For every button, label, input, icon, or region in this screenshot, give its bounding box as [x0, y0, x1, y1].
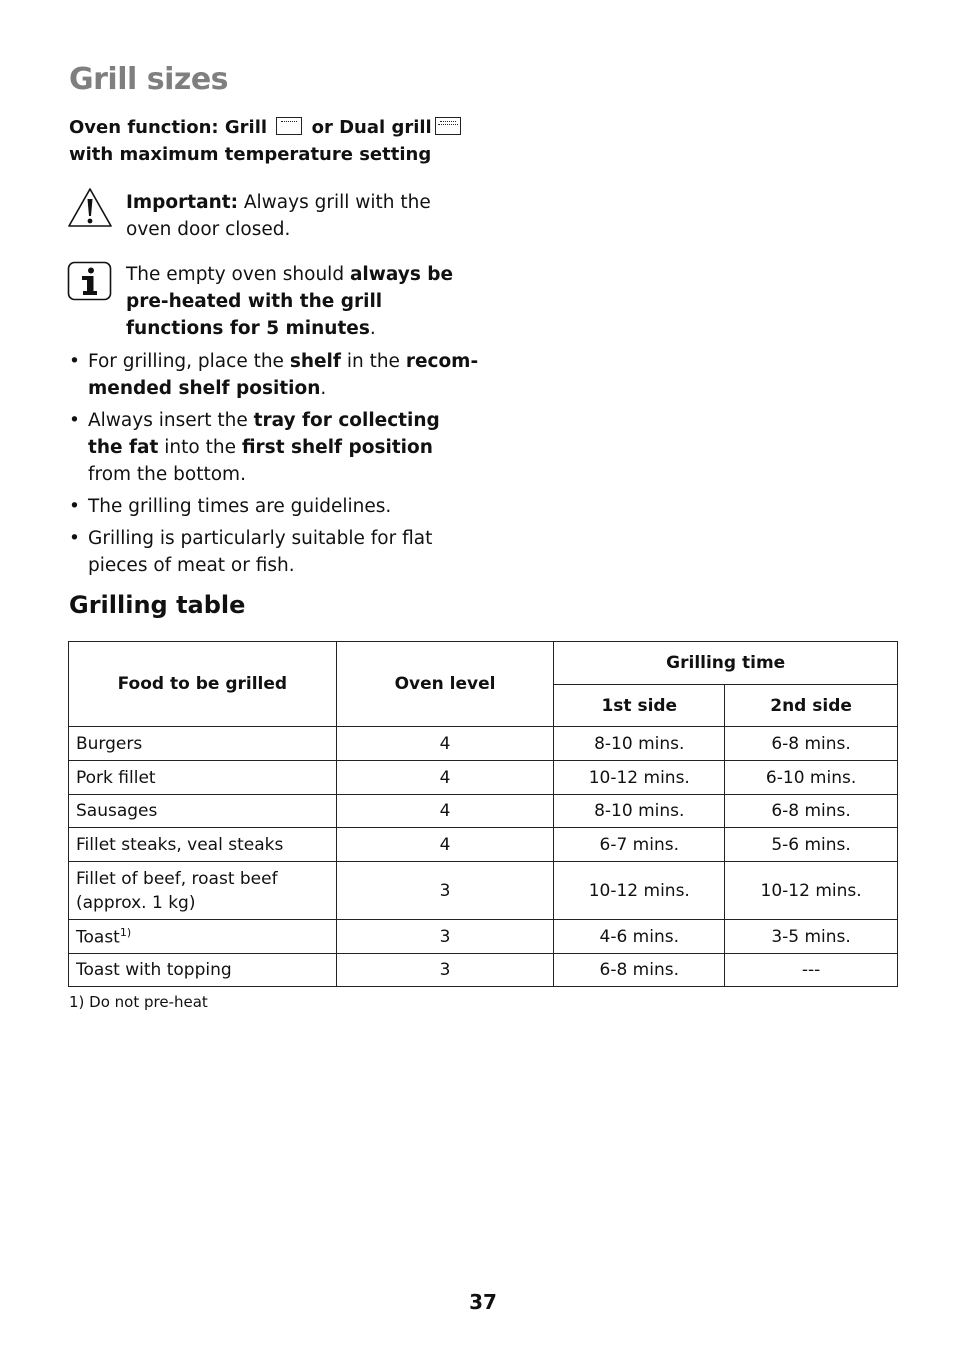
grill-tips-list [69, 348, 479, 584]
table-row [69, 954, 898, 987]
tip-text: Always insert the [88, 410, 254, 431]
table-row [69, 828, 898, 862]
food-cell: Pork fillet [69, 761, 337, 795]
preheat-text-bold: always be pre-heated with the grill functions for 5 minutes [126, 264, 454, 339]
tip-text: Grilling is particularly suitable for flat pieces of meat or fish. [88, 528, 433, 576]
grilling-table [68, 641, 898, 987]
tip-text: . [320, 378, 327, 399]
second-side-cell: 10-12 mins. [725, 862, 898, 920]
first-side-cell: 6-8 mins. [554, 954, 725, 987]
table-row [69, 920, 898, 954]
important-note [126, 189, 476, 243]
tip-text: into the [158, 437, 242, 458]
tip-text: from the bottom. [88, 464, 246, 485]
food-cell: Burgers [69, 727, 337, 761]
second-side-cell: 6-8 mins. [725, 795, 898, 828]
tip-text: in the [340, 351, 406, 372]
first-side-cell: 8-10 mins. [554, 795, 725, 828]
grilling-table-title: Grilling table [69, 591, 246, 619]
food-name: Toast [76, 927, 120, 948]
tip-bold: tray for collecting the fat [88, 410, 440, 458]
second-side-cell: 6-10 mins. [725, 761, 898, 795]
second-side-cell: 6-8 mins. [725, 727, 898, 761]
footnote-marker: 1) [119, 925, 132, 939]
food-cell: Fillet of beef, roast beef (approx. 1 kg) [69, 862, 337, 920]
dual-grill-symbol-icon [435, 117, 461, 135]
level-cell: 4 [336, 828, 554, 862]
header-food: Food to be grilled [69, 642, 337, 727]
food-cell [69, 920, 337, 954]
level-cell: 4 [336, 727, 554, 761]
dual-grill-label: or Dual grill [311, 117, 432, 138]
oven-function-instruction [69, 114, 489, 168]
list-item [69, 407, 479, 488]
header-grilling-time: Grilling time [554, 642, 898, 685]
table-row [69, 795, 898, 828]
food-cell: Sausages [69, 795, 337, 828]
level-cell: 3 [336, 920, 554, 954]
first-side-cell: 6-7 mins. [554, 828, 725, 862]
first-side-cell: 10-12 mins. [554, 862, 725, 920]
second-side-cell: --- [725, 954, 898, 987]
list-item [69, 348, 479, 402]
first-side-cell: 4-6 mins. [554, 920, 725, 954]
important-label: Important: [126, 192, 238, 213]
table-row [69, 862, 898, 920]
tip-bold: shelf [289, 351, 341, 372]
preheat-text-start: The empty oven should [126, 264, 350, 285]
header-second-side: 2nd side [725, 685, 898, 727]
tip-text: For grilling, place the [88, 351, 290, 372]
level-cell: 4 [336, 761, 554, 795]
table-row [69, 761, 898, 795]
level-cell: 4 [336, 795, 554, 828]
food-cell: Fillet steaks, veal steaks [69, 828, 337, 862]
table-footnote: 1) Do not pre-heat [69, 993, 208, 1011]
page-number: 37 [469, 1290, 497, 1314]
grill-symbol-icon [276, 117, 302, 135]
list-item [69, 525, 479, 579]
warning-triangle-icon [67, 186, 113, 230]
list-item [69, 493, 479, 520]
second-side-cell: 5-6 mins. [725, 828, 898, 862]
header-first-side: 1st side [554, 685, 725, 727]
preheat-text-end: . [369, 318, 376, 339]
first-side-cell: 10-12 mins. [554, 761, 725, 795]
header-oven-level: Oven level [336, 642, 554, 727]
second-side-cell: 3-5 mins. [725, 920, 898, 954]
level-cell: 3 [336, 862, 554, 920]
tip-bold: first shelf position [241, 437, 433, 458]
first-side-cell: 8-10 mins. [554, 727, 725, 761]
preheat-note [126, 261, 476, 342]
level-cell: 3 [336, 954, 554, 987]
important-text: Always grill with the oven door closed. [126, 192, 431, 240]
table-row [69, 727, 898, 761]
page-title: Grill sizes [69, 62, 229, 97]
info-icon [67, 261, 113, 303]
temperature-setting-label: with maximum temperature setting [69, 144, 432, 165]
tip-text: The grilling times are guidelines. [88, 496, 392, 517]
tip-bold: recom-mended shelf position [88, 351, 479, 399]
food-cell: Toast with topping [69, 954, 337, 987]
oven-function-label: Oven function: Grill [69, 117, 268, 138]
